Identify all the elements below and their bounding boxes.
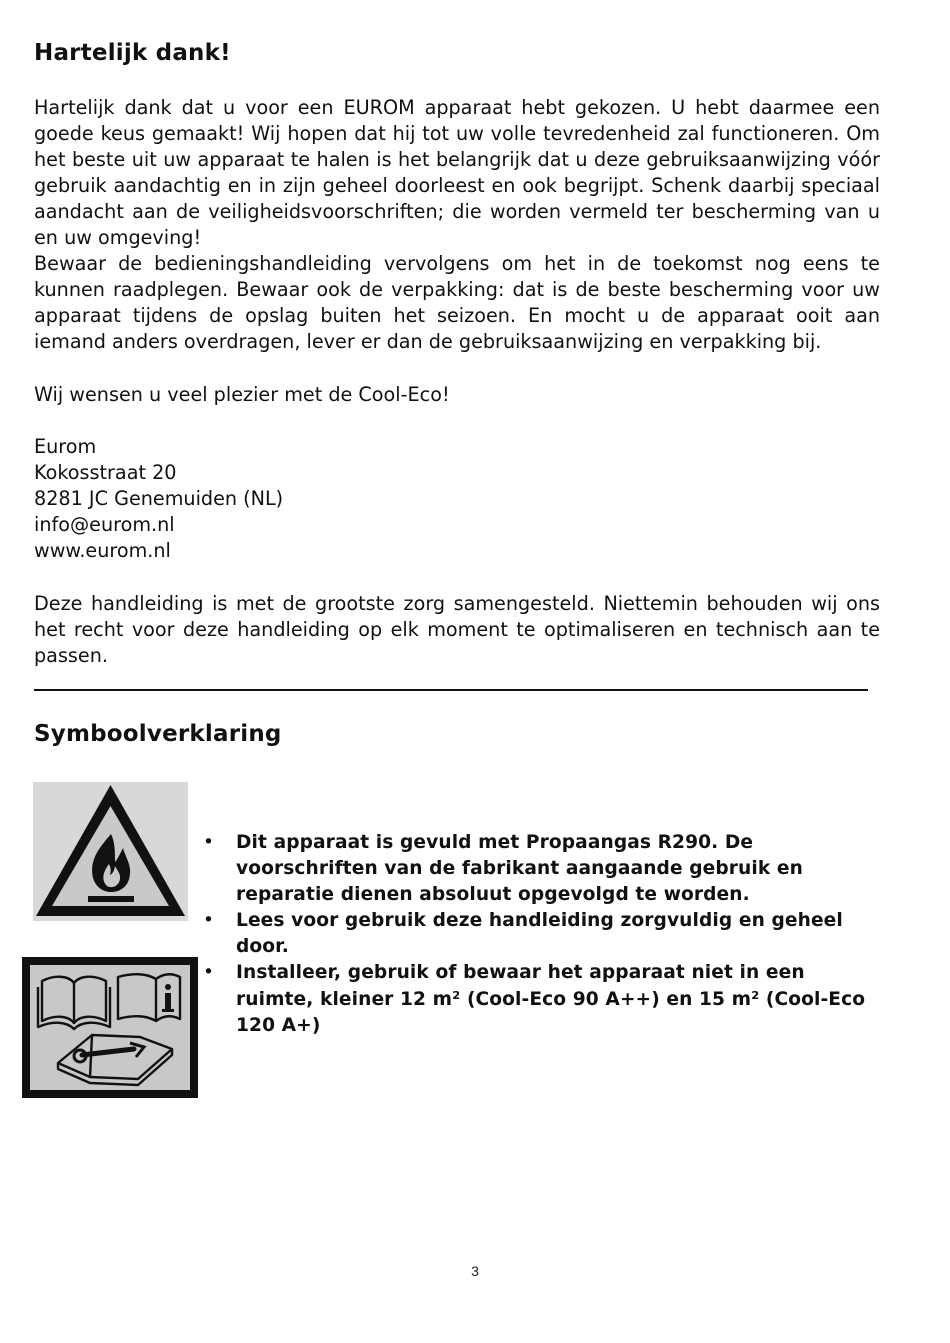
address-company: Eurom <box>34 435 97 458</box>
list-item <box>203 830 876 908</box>
bullet-symbol: • <box>203 962 215 984</box>
bullet-text: Installeer, gebruik of bewaar het apparaat niet in een ruimte, kleiner 12 m² (Cool-Eco 90 A++) en 15 m² (Cool-Eco 120 A+) <box>236 962 866 1036</box>
bullet-symbol: • <box>203 832 215 853</box>
flammable-warning-icon <box>33 782 188 921</box>
address-email: info@eurom.nl <box>34 513 175 536</box>
disclaimer-paragraph: Deze handleiding is met de grootste zorg samengesteld. Niettemin behouden wij ons het recht voor deze handleiding op elk moment te optimaliseren en technisch aan te passen. <box>34 592 880 668</box>
keep-paragraph: Bewaar de bedieningshandleiding vervolgens om het in de toekomst nog eens te kunnen raadplegen. Bewaar ook de verpakking: dat is de beste bescherming voor uw apparaat tijdens de opslag buiten het seizoen. En mocht u de apparaat ooit aan iemand anders overdragen, lever er dan de gebruiksaanwijzing en verpakking bij. <box>34 252 880 354</box>
heading-symbols: Symboolverklaring <box>34 721 282 747</box>
address-website: www.eurom.nl <box>34 539 171 562</box>
page-number: 3 <box>471 1263 479 1279</box>
bullet-text: Lees voor gebruik deze handleiding zorgvuldig en geheel door. <box>236 910 843 958</box>
intro-paragraph: Hartelijk dank dat u voor een EUROM apparaat hebt gekozen. U hebt daarmee een goede keus gemaakt! Wij hopen dat hij tot uw volle tevredenheid zal functioneren. Om het beste uit uw apparaat te halen is het belangrijk dat u deze gebruiksaanwijzing vóór gebruik aandachtig en in zijn geheel doorleest en ook begrijpt. Schenk daarbij speciaal aandacht aan de veiligheidsvoorschriften; die worden vermeld ter bescherming van u en uw omgeving! <box>34 96 880 250</box>
horizontal-divider <box>34 689 868 691</box>
bullet-symbol: • <box>203 910 215 932</box>
address-street: Kokosstraat 20 <box>34 461 177 484</box>
address-city: 8281 JC Genemuiden (NL) <box>34 487 284 510</box>
heading-thanks: Hartelijk dank! <box>34 40 231 66</box>
wish-paragraph: Wij wensen u veel plezier met de Cool-Eco! <box>34 383 450 406</box>
list-item <box>203 908 876 960</box>
bullet-text: Dit apparaat is gevuld met Propaangas R290. De voorschriften van de fabrikant aangaande gebruik en reparatie dienen absoluut opgevolgd te worden. <box>236 832 803 906</box>
symbol-bullet-list <box>203 830 876 1039</box>
read-manual-icon <box>22 957 198 1098</box>
list-item <box>203 960 876 1038</box>
